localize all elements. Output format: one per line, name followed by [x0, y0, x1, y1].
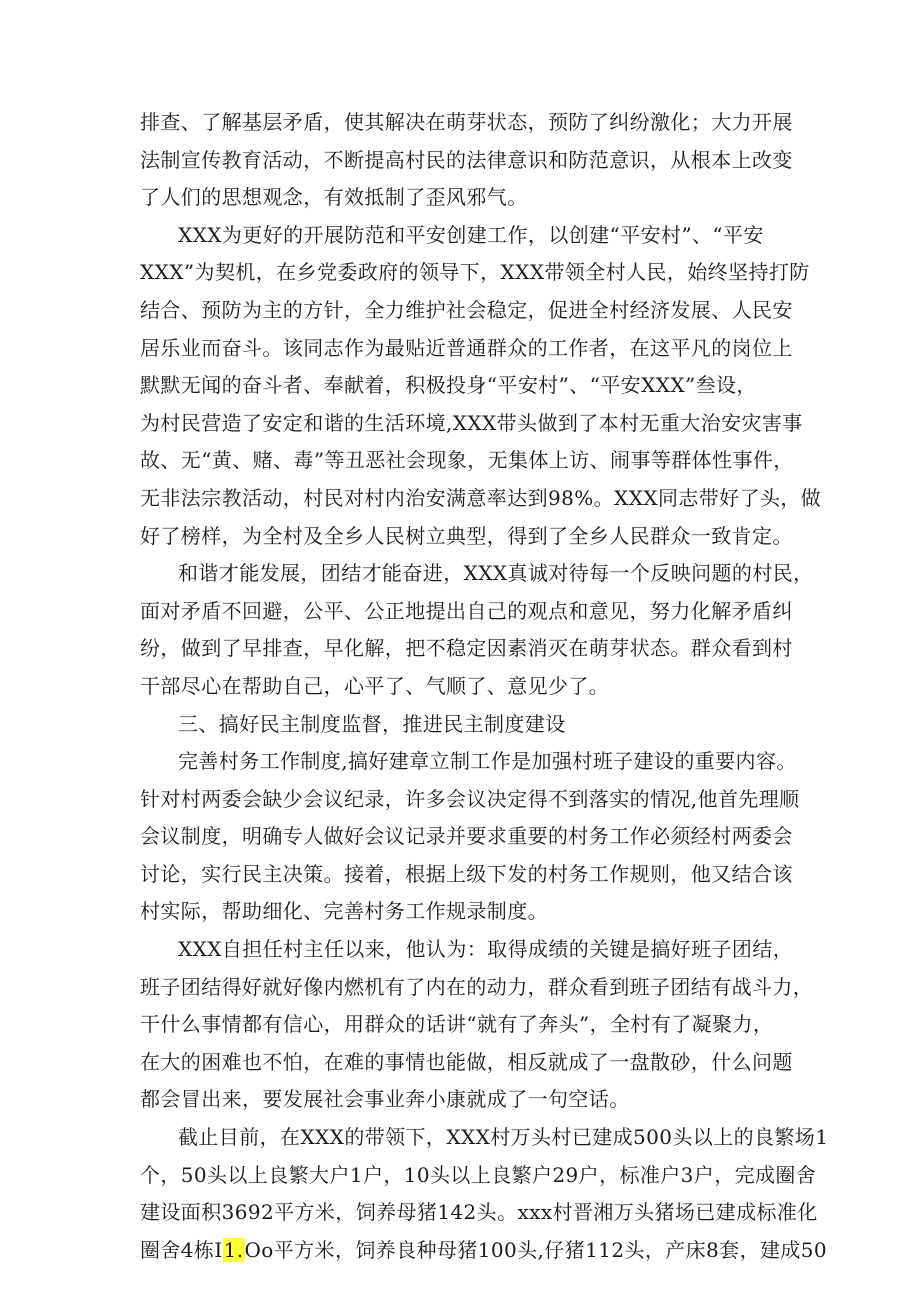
text-line: 干什么事情都有信心，用群众的话讲“就有了奔头”，全村有了凝聚力， — [140, 1012, 774, 1037]
text-line: 个，50头以上良繁大户1户，10头以上良繁户29户，标准户3户，完成圈舍 — [140, 1162, 817, 1187]
text-line: 好了榜样，为全村及全乡人民树立典型，得到了全乡人民群众一致肯定。 — [140, 523, 793, 548]
text-line: 截止目前，在XXX的带领下，XXX村万头村已建成500头以上的良繁场1 — [178, 1125, 829, 1150]
text-line: 都会冒出来，要发展社会事业奔小康就成了一句空话。 — [140, 1087, 630, 1112]
text-line: XXX自担任村主任以来，他认为：取得成绩的关键是搞好班子团结， — [178, 937, 794, 962]
paragraph — [140, 217, 822, 555]
text-segment: Oo平方米，饲养良种母猪100头,仔猪112头，产床8套，建成50 — [244, 1237, 828, 1262]
text-line: 结合、预防为主的方针，全力维护社会稳定，促进全村经济发展、人民安 — [140, 297, 793, 322]
text-line: 班子团结得好就好像内燃机有了内在的动力，群众看到班子团结有战斗力， — [140, 974, 814, 999]
text-line: 村实际，帮助细化、完善村务工作规录制度。 — [140, 899, 548, 924]
text-line: 完善村务工作制度,搞好建章立制工作是加强村班子建设的重要内容。 — [178, 749, 797, 774]
text-line: 法制宣传教育活动，不断提高村民的法律意识和防范意识，从根本上改变 — [140, 147, 793, 172]
text-line: 建设面积3692平方米，饲养母猪142头。xxx村晋湘万头猪场已建成标准化 — [140, 1200, 818, 1225]
heading-line: 三、搞好民主制度监督，推进民主制度建设 — [178, 711, 566, 736]
paragraph — [140, 104, 800, 217]
text-line: 会议制度，明确专人做好会议记录并要求重要的村务工作必须经村两委会 — [140, 824, 793, 849]
text-line: 讨论，实行民主决策。接着，根据上级下发的村务工作规则，他又结合该 — [140, 861, 793, 886]
text-line: 面对矛盾不回避，公平、公正地提出自己的观点和意见，努力化解矛盾纠 — [140, 598, 793, 623]
text-line: 默默无闻的奋斗者、奉献着，积极投身“平安村”、“平安XXX”叁设， — [140, 373, 757, 398]
paragraph — [140, 1119, 829, 1269]
text-line — [140, 1232, 828, 1270]
highlighted-text: 1. — [223, 1237, 244, 1262]
body-text — [140, 104, 829, 1269]
text-segment: 圈舍4栋I — [140, 1237, 223, 1262]
text-line: 无非法宗教活动，村民对村内治安满意率达到98%。XXX同志带好了头，做 — [140, 485, 822, 510]
paragraph — [140, 743, 800, 931]
paragraph — [140, 555, 814, 705]
text-line: 故、无“黄、赌、毒”等丑恶社会现象，无集体上访、闹事等群体性事件， — [140, 448, 794, 473]
text-line: XXX”为契机，在乡党委政府的领导下，XXX带领全村人民，始终坚持打防 — [140, 260, 810, 285]
text-line: XXX为更好的开展防范和平安创建工作，以创建“平安村”、“平安 — [178, 222, 764, 247]
text-line: 为村民营造了安定和谐的生活环境,XXX带头做到了本村无重大治安灾害事 — [140, 410, 803, 435]
text-line: 纷，做到了早排查，早化解，把不稳定因素消灭在萌芽状态。群众看到村 — [140, 636, 793, 661]
text-line: 了人们的思想观念，有效抵制了歪风邪气。 — [140, 185, 528, 210]
text-line: 排查、了解基层矛盾，使其解决在萌芽状态，预防了纠纷激化；大力开展 — [140, 110, 793, 134]
text-line: 在大的困难也不怕，在难的事情也能做，相反就成了一盘散砂，什么问题 — [140, 1049, 793, 1074]
text-line: 干部尽心在帮助自己，心平了、气顺了、意见少了。 — [140, 673, 610, 698]
text-line: 和谐才能发展，团结才能奋进，XXX真诚对待每一个反映问题的村民， — [178, 561, 814, 586]
text-line: 居乐业而奋斗。该同志作为最贴近普通群众的工作者，在这平凡的岗位上 — [140, 335, 793, 360]
paragraph — [140, 931, 814, 1119]
text-line: 针对村两委会缺少会议纪录，许多会议决定得不到落实的情况,他首先理顺 — [140, 786, 800, 811]
section-heading — [140, 706, 800, 744]
